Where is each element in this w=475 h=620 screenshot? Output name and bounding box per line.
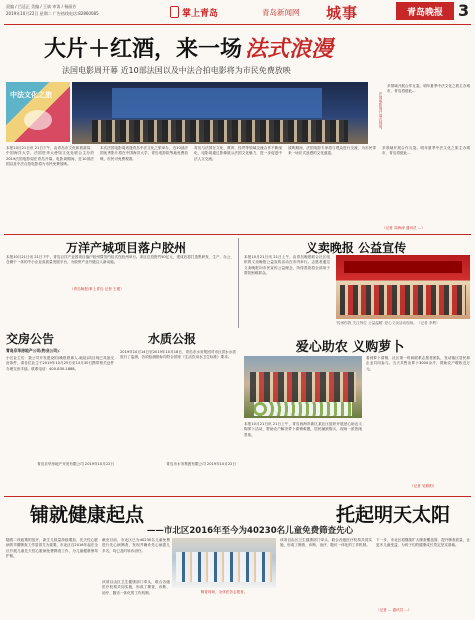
paper-badge [396,2,454,20]
aixin-radish-pile [254,402,352,416]
jiaofang-body: 小区业主们：我公司开发建设的(晚报联系人-地址)项目现已具备交房条件，请各位业主于2019年10月25日至10月30日携带相关证件办理交房手续。联系电话：400-830-1888。 [6,356,114,371]
jiaofang-signature: 青岛京华房地产开发有限公司 2019年10月22日 [37,462,114,466]
shuiyuan-box [118,328,238,493]
header-info-line-1: 责编 / 吕廷正 美编 / 王斌 审读 / 杨丽芳 [6,4,77,9]
poster-logo-shape [24,110,52,130]
lead-body-col-5: 多领域开展合作互鉴。明年夏季中法文化之旅主办城市，青岛将借此... [382,146,470,156]
site-label: 青岛新闻网 [262,8,300,17]
bottom-col-2b: 该项目由区卫生健康部门牵头，联合各级医疗机构共同实施，形成了筛查、诊断、治疗、随访一体化的工作机制。 [102,580,170,595]
page-number: 3 [458,1,470,20]
lead-title [44,32,444,62]
bottom-col-4: 下一步，市北区将继续扩大筛查覆盖面，提升筛查质量，让更多儿童受益，为孩子们的健康成长奠定坚实基础。 [376,538,470,548]
lead-body-col-3: 青岛与法国在文化、教育、经贸等领域交流合作不断深化，电影周通过影像展示法国文化魅力，进一步促进中法人文交流。 [194,146,282,161]
shuiyuan-title: 水质公报 [148,332,197,346]
bottom-photo-people [176,552,272,582]
lead-body-col-4: 放映期间，法国电影专家将与观众进行交流，为市民带来一场法式浪漫的文化盛宴。 [288,146,376,156]
app-logo [170,5,218,19]
lead-stage-photo [72,82,368,144]
bottom-col-2: 截至目前，市北区已为40230名儿童免费进行先心病筛查，发现并确诊先心病患儿多名，均已及时转诊治疗。 [102,538,170,553]
header-rule [4,24,471,25]
mid-vertical-rule [238,238,239,328]
bottom-title-right: 托起明天太阳 [335,504,450,526]
lead-title-main: 大片＋红酒，来一场 [44,36,243,62]
bottom-byline: （记者 ... 通讯员 ...） [376,608,412,612]
section-title: 城事 [326,4,359,22]
aixin-body: 本报10月21日讯 21日上午，青岛西海岸新区某社区组织开展爱心助农义购萝卜活动，帮助农户解决萝卜滞销难题，居民踊跃购买，现场一派热闹景象。 [244,422,362,437]
wanping-title: 万洋产城项目落户胶州 [65,241,186,255]
lead-title-accent: 法式浪漫 [245,36,334,62]
aixin-byline: （记者 吴修阳） [410,484,437,488]
wanping-body: 本报10月21日讯 21日下午，青岛百洋产业园项目落户胶州暨签约仪式在胶州举行。项目总投资约50亿元，建成后将打造集研发、生产、办公、仓储于一体的中小企业高质量发展平台，为胶州产业升级注入新动能。 [6,255,234,265]
yiwan-title: 义卖晚报 公益宣传 [305,241,407,255]
lead-side-text: 多领域开展合作互鉴。明年夏季中法文化之旅主办城市，青岛将借此... [387,84,470,94]
jiaofang-org: 青岛京华房地产公司(物业公司)： [6,348,63,353]
yiwan-caption: '传承你我 关注每位 公益温暖' 爱心义卖活动现场。（记者 李利） [336,321,440,325]
aixin-side-body: 看到萝卜滞销，社区第一时间联系志愿者团队，发动辖区居民和企业共同参与。当天共售出萝卜3000余斤，帮助农户增收近万元。 [366,356,470,371]
yiwan-crowd [340,285,466,315]
bottom-title-left: 铺就健康起点 [30,504,145,526]
bottom-subtitle: ——市北区2016年至今为40230名儿童免费筛查先心 [146,526,354,536]
yiwan-body: 本报10月21日讯 21日上午，由青岛晚报联合社区组织的义卖晚报公益宣传活动在市内举行。志愿者通过义卖晚报向市民宣传公益理念，所得善款将全部用于帮扶困难群众。 [244,255,330,276]
bottom-col-3: 该项目由区卫生健康部门牵头，联合各级医疗机构共同实施，形成了筛查、诊断、治疗、随访一体化的工作机制。 [280,538,372,548]
stage-people [92,120,348,142]
bottom-photo [172,538,276,588]
app-label: 掌上青岛 [182,8,219,19]
page-header [0,0,475,30]
shuiyuan-body: 2019年10月14日至2019年10月18日，青岛市水务集团对市区供水水质进行了监测，各项检测指标均符合国家《生活饮用水卫生标准》要求。 [120,350,236,360]
shuiyuan-signature: 青岛市水务集团有限公司 2019年10月22日 [166,462,236,466]
jiaofang-title: 交房公告 [6,332,55,346]
lead-body-col-1: 本报10月21日讯 21日下午，由青岛市文化和旅游局、中国海洋大学、法国驻华大使馆文化处联合主办的2019法国电影周在青岛开幕。电影周期间，近10部法国以及中法合拍电影将为市民免费放映。 [6,146,94,167]
lead-subtitle: 法国电影周开幕 近10部法国以及中法合拍电影将为市民免费放映 [62,66,291,75]
aixin-photo [244,356,362,418]
lead-body-col-2: 本次法国电影周适逢青岛中法文化之旅举办，近10部法国优秀影片将在中国海洋大学、青岛电影院等地免费放映，市民可免费观看。 [100,146,188,161]
wanping-byline: （青岛晚报/掌上青岛 记者 王媛） [70,287,124,291]
lead-bottom-rule [4,234,471,235]
bottom-top-rule [4,496,471,497]
yiwan-banner [344,261,462,273]
aixin-people [250,372,356,402]
poster-text: 中法文化之旅 [10,91,52,99]
bottom-caption: 筛查现场，全体医务志愿者。 [200,590,248,594]
paper-name: 青岛晚报 [406,7,443,18]
lead-poster-photo [6,82,70,142]
bottom-col-1: 随着二孩政策的放开，新生儿数量持续增加，先天性心脏病的早期筛查工作显得尤为重要。市北区自2016年起在全区开展儿童先天性心脏病免费筛查工作，为儿童健康保驾护航。 [6,538,98,559]
aixin-title: 爱心助农 义购萝卜 [295,340,405,355]
jiaofang-box [4,328,116,493]
bottom-title [30,500,450,526]
phone-icon [170,6,179,18]
lead-byline: （记者 刘海涛 通讯员 ...） [382,226,425,230]
yiwan-photo [336,255,470,319]
lead-side-caption: 法国电影周开幕式现场。 [379,92,383,132]
header-info-line-2: 2019年10月22日 星期二 广告热线电话:82860085 [6,11,99,16]
stage-screen [112,88,322,118]
